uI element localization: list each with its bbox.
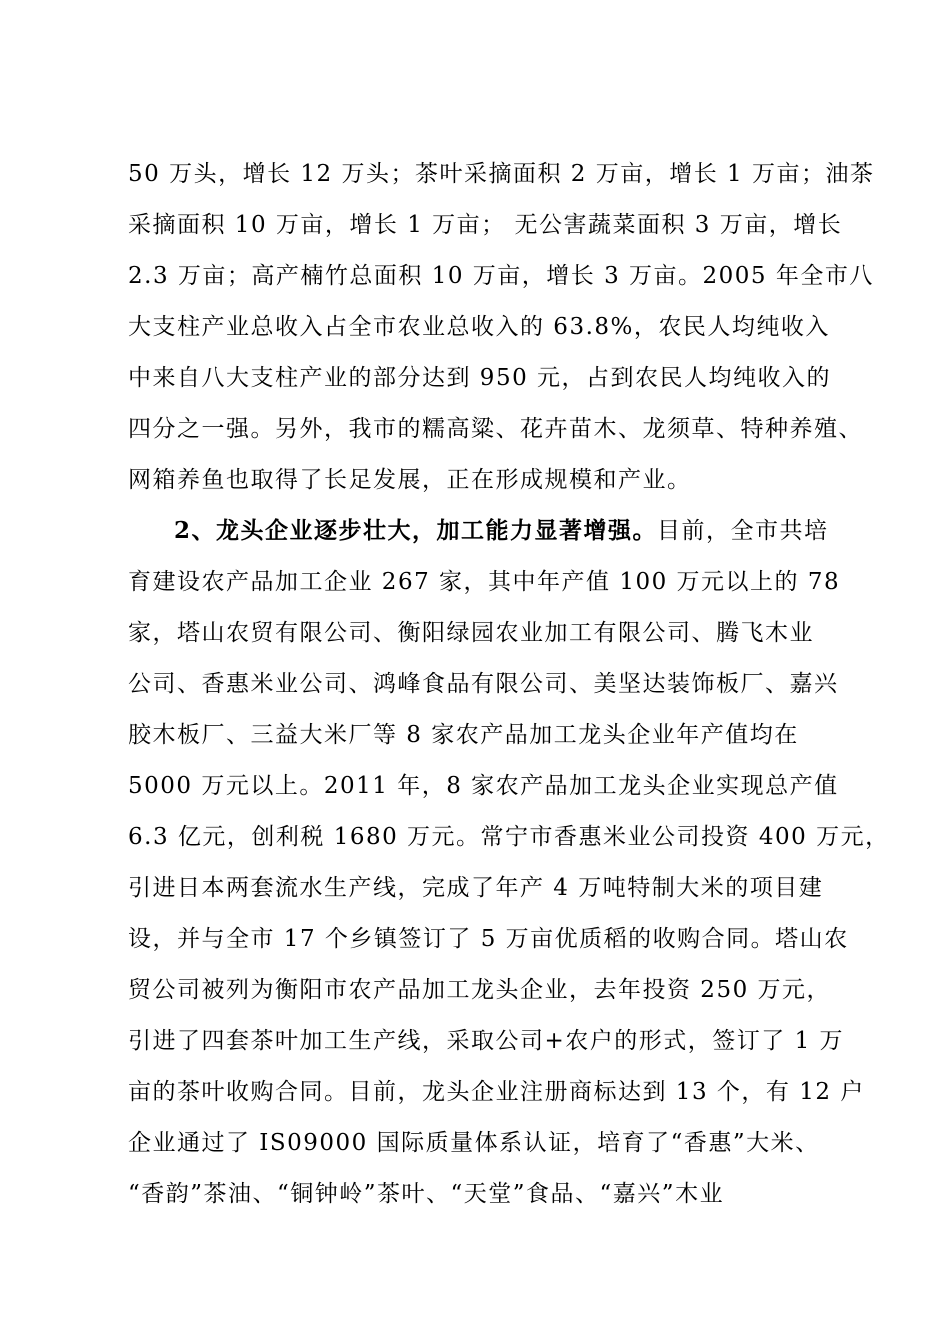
paragraph1-line-5: 中来自八大支柱产业的部分达到 950 元，占到农民人均纯收入的 xyxy=(128,365,832,391)
paragraph1-line-3: 2.3 万亩；高产楠竹总面积 10 万亩，增长 3 万亩。2005 年全市八 xyxy=(128,263,874,289)
paragraph1-line-6: 四分之一强。另外，我市的糯高粱、花卉苗木、龙须草、特种养殖、 xyxy=(128,416,863,442)
paragraph2-line-9: 设，并与全市 17 个乡镇签订了 5 万亩优质稻的收购合同。塔山农 xyxy=(128,926,849,952)
paragraph2-line-4: 公司、香惠米业公司、鸿峰食品有限公司、美坚达装饰板厂、嘉兴 xyxy=(128,671,839,697)
paragraph2-line-2: 育建设农产品加工企业 267 家，其中年产值 100 万元以上的 78 xyxy=(128,569,841,595)
paragraph1-line-2: 采摘面积 10 万亩，增长 1 万亩； 无公害蔬菜面积 3 万亩，增长 xyxy=(128,212,843,238)
paragraph1-line-7: 网箱养鱼也取得了长足发展，正在形成规模和产业。 xyxy=(128,467,692,493)
paragraph2-line-14: “香韵”茶油、“铜钟岭”茶叶、“天堂”食品、“嘉兴”木业 xyxy=(128,1181,725,1207)
paragraph2-line-1-rest: 目前，全市共培 xyxy=(657,518,829,544)
paragraph2-line-10: 贸公司被列为衡阳市农产品加工龙头企业，去年投资 250 万元， xyxy=(128,977,832,1003)
paragraph2-line-11: 引进了四套茶叶加工生产线，采取公司+农户的形式，签订了 1 万 xyxy=(128,1028,845,1054)
paragraph2-line-1 xyxy=(174,514,829,548)
paragraph2-line-12: 亩的茶叶收购合同。目前，龙头企业注册商标达到 13 个，有 12 户 xyxy=(128,1079,865,1105)
paragraph2-line-13: 企业通过了 IS09000 国际质量体系认证，培育了“香惠”大米、 xyxy=(128,1130,820,1156)
paragraph1-line-1: 50 万头，增长 12 万头；茶叶采摘面积 2 万亩，增长 1 万亩；油茶 xyxy=(128,161,875,187)
paragraph2-line-6: 5000 万元以上。2011 年，8 家农产品加工龙头企业实现总产值 xyxy=(128,773,839,799)
paragraph2-line-3: 家，塔山农贸有限公司、衡阳绿园农业加工有限公司、腾飞木业 xyxy=(128,620,814,646)
paragraph2-line-7: 6.3 亿元，创利税 1680 万元。常宁市香惠米业公司投资 400 万元， xyxy=(128,824,890,850)
paragraph2-line-5: 胶木板厂、三益大米厂等 8 家农产品加工龙头企业年产值均在 xyxy=(128,722,799,748)
paragraph2-line-8: 引进日本两套流水生产线，完成了年产 4 万吨特制大米的项目建 xyxy=(128,875,824,901)
paragraph1-line-4: 大支柱产业总收入占全市农业总收入的 63.8%，农民人均纯收入 xyxy=(128,314,830,340)
section-heading: 2、龙头企业逐步壮大，加工能力显著增强。 xyxy=(174,517,658,544)
